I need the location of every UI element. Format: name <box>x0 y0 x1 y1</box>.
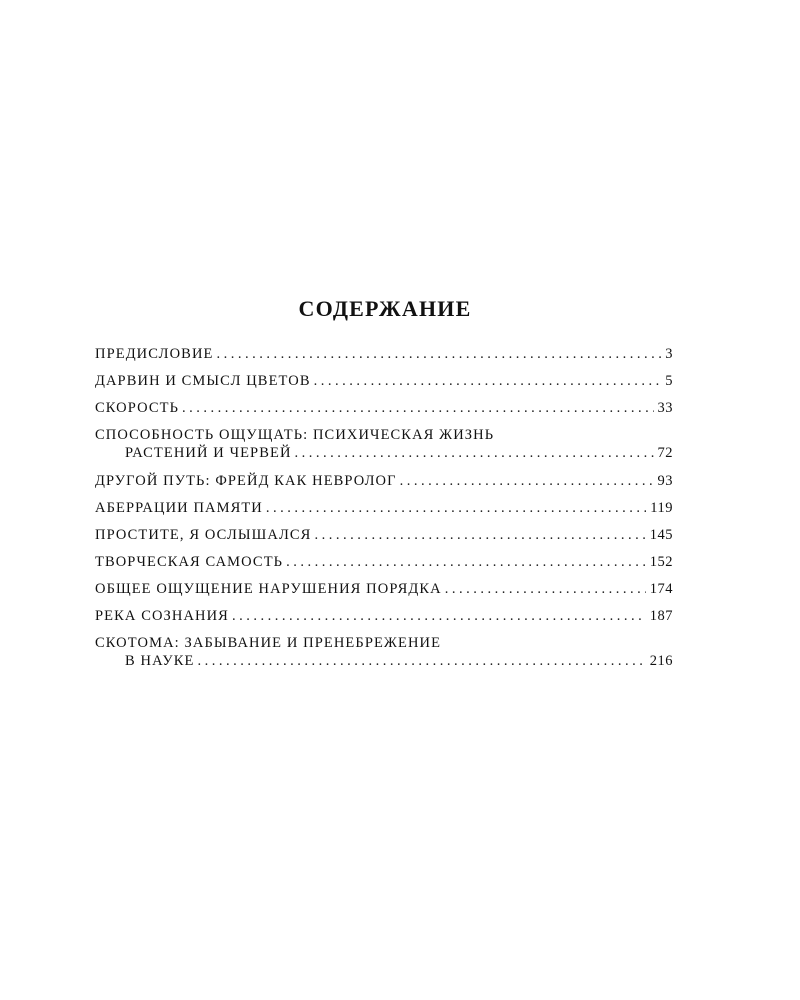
toc-entry <box>95 345 673 372</box>
toc-page-number: 33 <box>657 400 673 416</box>
dot-leader <box>445 580 646 598</box>
dot-leader <box>314 526 645 544</box>
toc-page-number: 93 <box>657 473 673 489</box>
toc-entry-title: АБЕРРАЦИИ ПАМЯТИ <box>95 500 263 516</box>
toc-entry-title: ПРЕДИСЛОВИЕ <box>95 346 214 362</box>
toc-page-number: 5 <box>665 373 673 389</box>
toc-entry <box>95 472 673 499</box>
dot-leader <box>286 553 646 571</box>
toc-entry-title: СКОТОМА: ЗАБЫВАНИЕ И ПРЕНЕБРЕЖЕНИЕ <box>95 635 442 651</box>
dot-leader <box>314 372 662 390</box>
toc-entry-title-continued: РАСТЕНИЙ И ЧЕРВЕЙ <box>125 445 292 461</box>
dot-leader <box>400 472 654 490</box>
page-title: СОДЕРЖАНИЕ <box>298 296 472 321</box>
dot-leader <box>182 399 654 417</box>
toc-entry-title: СКОРОСТЬ <box>95 400 179 416</box>
toc-entry-title-continued: В НАУКЕ <box>125 653 195 669</box>
toc-entry-title: ОБЩЕЕ ОЩУЩЕНИЕ НАРУШЕНИЯ ПОРЯДКА <box>95 581 442 597</box>
toc-entry <box>95 372 673 399</box>
toc-list <box>95 345 673 680</box>
toc-entry <box>95 634 673 680</box>
toc-page-number: 174 <box>649 581 673 597</box>
toc-entry <box>95 580 673 607</box>
toc-entry <box>95 499 673 526</box>
toc-entry <box>95 526 673 553</box>
toc-entry-title: ДРУГОЙ ПУТЬ: ФРЕЙД КАК НЕВРОЛОГ <box>95 473 397 489</box>
dot-leader <box>232 607 646 625</box>
toc-page-number: 187 <box>649 608 673 624</box>
toc-entry-title: ПРОСТИТЕ, Я ОСЛЫШАЛСЯ <box>95 527 312 543</box>
toc-entry <box>95 607 673 634</box>
dot-leader <box>197 652 645 670</box>
toc-entry-title: СПОСОБНОСТЬ ОЩУЩАТЬ: ПСИХИЧЕСКАЯ ЖИЗНЬ <box>95 427 495 443</box>
dot-leader <box>266 499 646 517</box>
toc-entry-title: ТВОРЧЕСКАЯ САМОСТЬ <box>95 554 284 570</box>
toc-entry <box>95 553 673 580</box>
toc-page-number: 72 <box>657 445 673 461</box>
toc-page-number: 152 <box>649 554 673 570</box>
toc-page-number: 216 <box>649 653 673 669</box>
toc-page-number: 145 <box>649 527 673 543</box>
toc-page-number: 3 <box>665 346 673 362</box>
toc-entry-title: РЕКА СОЗНАНИЯ <box>95 608 229 624</box>
dot-leader <box>216 345 661 363</box>
toc-entry-title: ДАРВИН И СМЫСЛ ЦВЕТОВ <box>95 373 311 389</box>
toc-page-number: 119 <box>650 500 673 516</box>
toc-entry <box>95 399 673 426</box>
dot-leader <box>295 444 654 462</box>
toc-entry <box>95 426 673 472</box>
